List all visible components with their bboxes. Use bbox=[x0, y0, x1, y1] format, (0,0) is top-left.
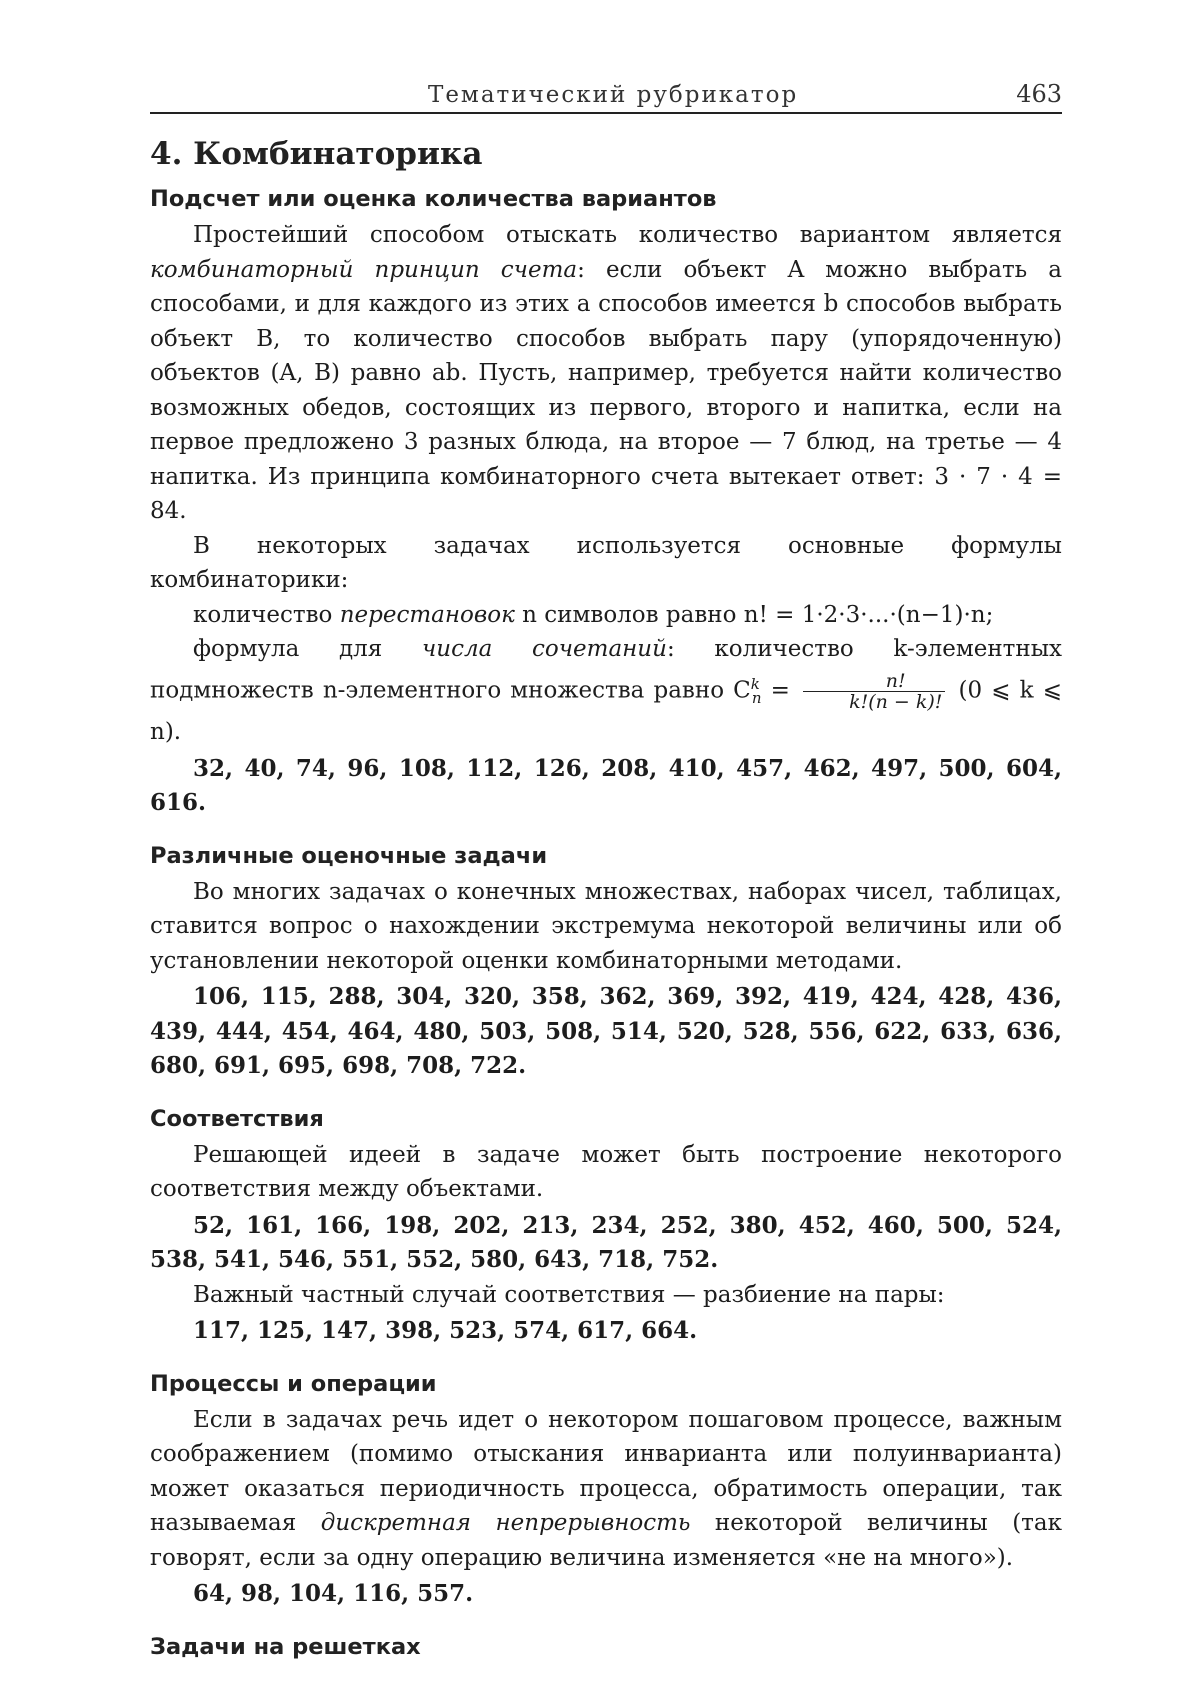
section-title-lattices: Задачи на решетках bbox=[150, 1633, 421, 1660]
book-page bbox=[150, 70, 1062, 1666]
paragraph: Важный частный случай соответствия — разбиение на пары: bbox=[193, 1281, 945, 1308]
problem-references: 117, 125, 147, 398, 523, 574, 617, 664. bbox=[193, 1317, 698, 1345]
emphasis: числа сочетаний bbox=[421, 636, 667, 662]
chapter-title: 4. Комбинаторика bbox=[150, 136, 483, 172]
section-title-estimation: Различные оценочные задачи bbox=[150, 842, 548, 869]
emphasis: перестановок bbox=[339, 601, 515, 628]
emphasis: дискретная непрерывность bbox=[320, 1510, 691, 1537]
text-run: Если в задачах речь идет о некотором пошаговом процессе, важным соображением (помимо отыскания инварианта или полуинварианта) может оказаться периодичность процесса, обратимость операции, так называемая bbox=[150, 1406, 1062, 1537]
text-run: : если объект A можно выбрать a способами, и для каждого из этих a способов имеется b способов выбрать объект B, то количество способов выбрать пару (упорядоченную) объектов (A, B) равно ab. Пусть, например, требуется найти количество возможных обедов, состоящих из первого, второго и напитка, если на первое предложено 3 разных блюда, на второе — 7 блюд, на третье — 4 напитка. Из принципа комбинаторного счета вытекает ответ: 3 · 7 · 4 = 84. bbox=[150, 256, 1063, 524]
page-number: 463 bbox=[1016, 80, 1062, 108]
section-title-processes: Процессы и операции bbox=[150, 1370, 437, 1397]
running-header bbox=[150, 70, 1062, 114]
fraction-denominator: k!(n − k)! bbox=[849, 690, 943, 713]
fraction-numerator: n! bbox=[803, 671, 945, 692]
superscript: k bbox=[750, 674, 760, 693]
text-run: = bbox=[761, 677, 800, 704]
problem-references: 106, 115, 288, 304, 320, 358, 362, 369, 392, 419, 424, 428, 436, 439, 444, 454, 464, 480, 503, 508, 514, 520, 528, 556, 622, 633, 636, 680, 691, 695, 698, 708, 722. bbox=[150, 983, 1062, 1080]
section-title-correspondences: Соответствия bbox=[150, 1105, 324, 1132]
paragraph: В некоторых задачах используется основные формулы комбинаторики: bbox=[150, 532, 1062, 593]
paragraph-combinations bbox=[150, 632, 1062, 750]
text-run: Простейший способом отыскать количество вариантом является bbox=[193, 222, 1062, 248]
text-run: n символов равно n! = 1·2·3·...·(n−1)·n; bbox=[514, 601, 994, 628]
text-run: формула для bbox=[193, 636, 422, 662]
emphasis: комбинаторный принцип счета bbox=[150, 256, 578, 283]
paragraph: Решающей идеей в задаче может быть построение некоторого соответствия между объектами. bbox=[150, 1141, 1062, 1203]
problem-references: 32, 40, 74, 96, 108, 112, 126, 208, 410, 457, 462, 497, 500, 604, 616. bbox=[150, 754, 1062, 817]
text-run: : количество k-элементных подмножеств n-элементного множества равно C bbox=[150, 636, 1062, 704]
text-run: некоторой величины (так говорят, если за одну операцию величина изменяется «не на много»). bbox=[150, 1510, 1062, 1571]
paragraph: Во многих задачах о конечных множествах, наборах чисел, таблицах, ставится вопрос о нахождении экстремума некоторой величины или об установлении некоторой оценки комбинаторными методами. bbox=[150, 878, 1062, 974]
problem-references: 52, 161, 166, 198, 202, 213, 234, 252, 380, 452, 460, 500, 524, 538, 541, 546, 551, 552, 580, 643, 718, 752. bbox=[150, 1211, 1062, 1274]
binomial-fraction bbox=[803, 671, 945, 712]
text-run: количество bbox=[193, 601, 340, 628]
text-run: (0 ⩽ k ⩽ n). bbox=[150, 677, 1062, 746]
paragraph bbox=[150, 218, 1062, 529]
paragraph-permutations bbox=[150, 598, 1062, 633]
section-title-counting: Подсчет или оценка количества вариантов bbox=[150, 186, 717, 212]
paragraph bbox=[150, 1403, 1062, 1576]
subscript: n bbox=[751, 688, 762, 707]
running-title: Тематический рубрикатор bbox=[427, 82, 799, 108]
problem-references: 64, 98, 104, 116, 557. bbox=[193, 1580, 474, 1608]
